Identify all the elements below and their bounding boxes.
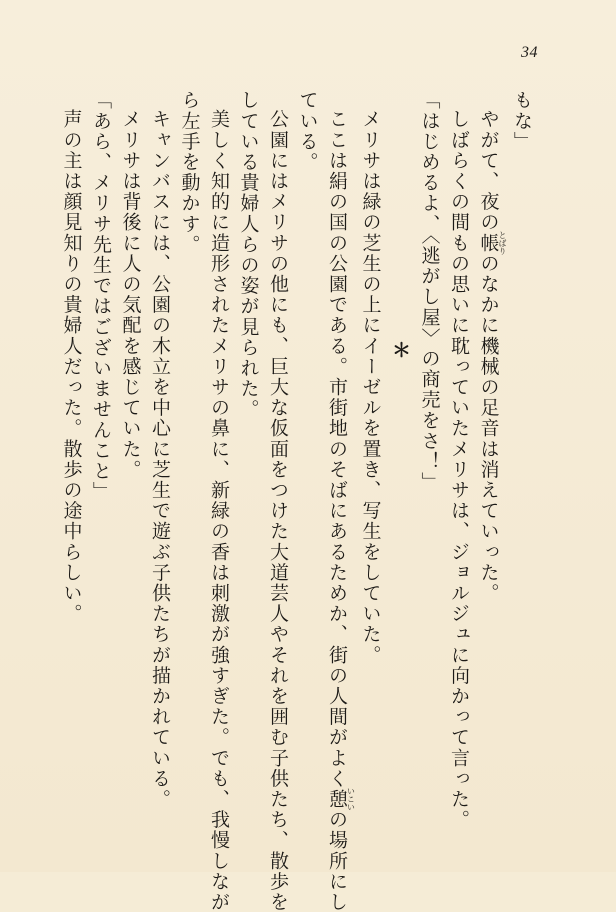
- text-line: メリサは緑の芝生の上にイーゼルを置き、写生をしていた。: [359, 109, 382, 666]
- text-line: しばらくの間もの思いに耽っていたメリサは、ジョルジュに向かって言った。: [448, 109, 470, 830]
- text-line: メリサは背後に人の気配を感じていた。: [119, 109, 142, 480]
- text-line: もな」: [511, 90, 533, 152]
- page-number: 34: [521, 44, 538, 61]
- vertical-text-body: [48, 90, 536, 912]
- text-line: 公園にはメリサの他にも、巨大な仮面をつけた大道芸人やそれを囲む子供たち、散歩を: [267, 109, 289, 912]
- text-line: 美しく知的に造形されたメリサの鼻に、新緑の香は刺激が強すぎた。でも、我慢しなが: [208, 109, 230, 912]
- text-line: 声の主は顔見知りの貴婦人だった。散歩の途中らしい。: [60, 109, 83, 624]
- ruby-annotation: 帳とばり: [477, 230, 507, 255]
- text-line: ここは絹の国の公園である。市街地のそばにあるためか、街の人間がよく憩いこいの場所にし: [326, 109, 356, 912]
- ruby-annotation: 憩いこい: [326, 787, 356, 812]
- text-line: している貴婦人らの姿が見られた。: [237, 90, 260, 420]
- text-line: 「あら、メリサ先生ではございませんこと」: [90, 90, 112, 502]
- text-line: 「はじめるよ、〈逃がし屋〉の商売をさ！」: [418, 90, 441, 493]
- text-line: やがて、夜の帳とばりのなかに機械の足音は消えていった。: [477, 109, 507, 604]
- text-line: ら左手を動かす。: [178, 90, 201, 255]
- section-break-asterisk: ＊: [389, 340, 411, 361]
- text-line: ている。: [296, 90, 319, 173]
- text-line: キャンバスには、公園の木立を中心に芝生で遊ぶ子供たちが描かれている。: [149, 109, 171, 810]
